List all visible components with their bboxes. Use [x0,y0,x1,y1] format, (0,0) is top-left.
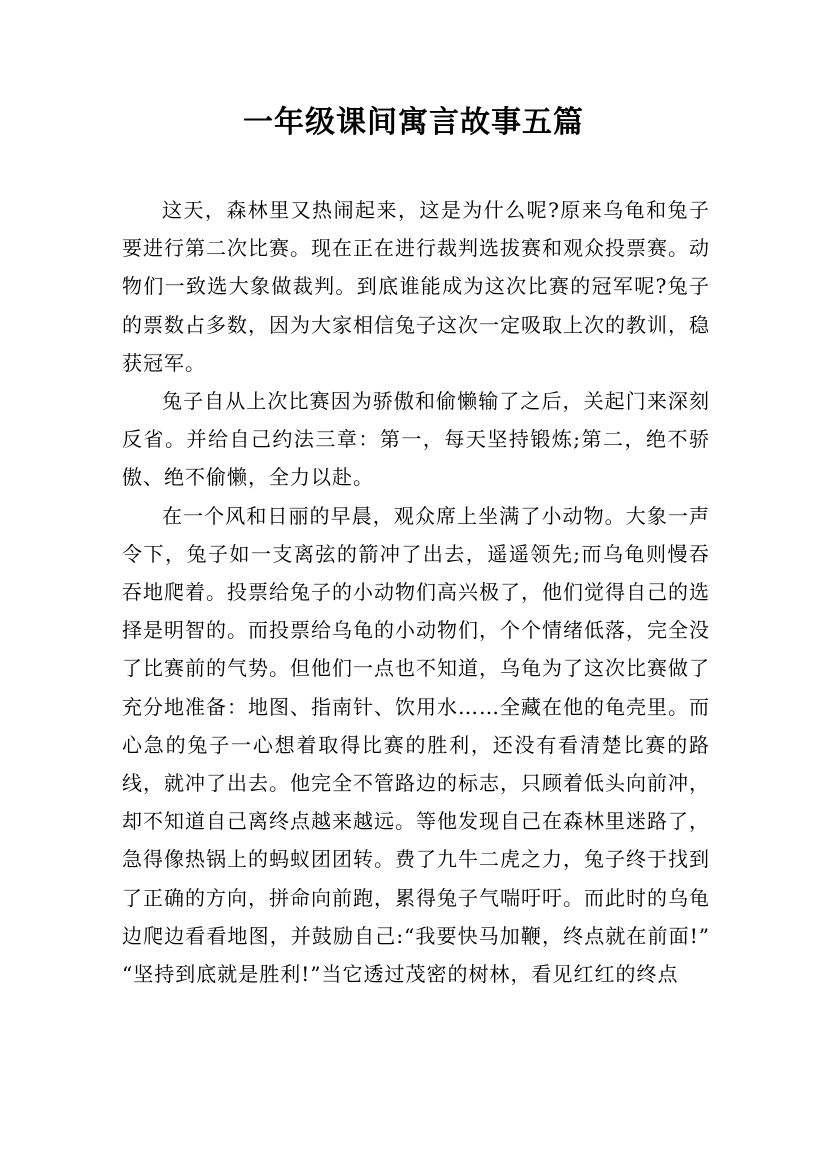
document-body [122,191,710,993]
document-title: 一年级课间寓言故事五篇 [243,105,584,140]
paragraph-2: 兔子自从上次比赛因为骄傲和偷懒输了之后，关起门来深刻反省。并给自己约法三章：第一，每天坚持锻炼;第二，绝不骄傲、绝不偷懒，全力以赴。 [122,389,710,490]
paragraph-3: 在一个风和日丽的早晨，观众席上坐满了小动物。大象一声令下，兔子如一支离弦的箭冲了出去，遥遥领先;而乌龟则慢吞吞地爬着。投票给兔子的小动物们高兴极了，他们觉得自己的选择是明智的。而投票给乌龟的小动物们，个个情绪低落，完全没了比赛前的气势。但他们一点也不知道，乌龟为了这次比赛做了充分地准备：地图、指南针、饮用水……全藏在他的龟壳里。而心急的兔子一心想着取得比赛的胜利，还没有看清楚比赛的路线，就冲了出去。他完全不管路边的标志，只顾着低头向前冲，却不知道自己离终点越来越远。等他发现自己在森林里迷路了，急得像热锅上的蚂蚁团团转。费了九牛二虎之力，兔子终于找到了正确的方向，拼命向前跑，累得兔子气喘吁吁。而此时的乌龟边爬边看看地图，并鼓励自己:“我要快马加鞭，终点就在前面!” “坚持到底就是胜利!”当它透过茂密的树林，看见红红的终点 [122,503,710,987]
paragraph-1: 这天，森林里又热闹起来，这是为什么呢?原来乌龟和兔子要进行第二次比赛。现在正在进行裁判选拔赛和观众投票赛。动物们一致选大象做裁判。到底谁能成为这次比赛的冠军呢?兔子的票数占多数，因为大家相信兔子这次一定吸取上次的教训，稳获冠军。 [122,198,710,375]
